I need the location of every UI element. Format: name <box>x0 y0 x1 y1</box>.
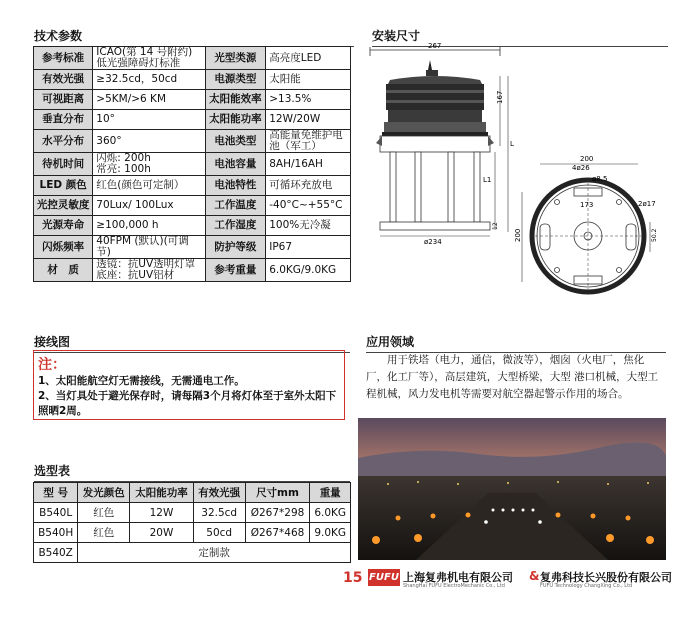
header-model: 型 号 <box>34 483 78 503</box>
spec-row <box>34 110 351 130</box>
spec-value: 10° <box>93 110 205 130</box>
spec-label: 工作湿度 <box>205 216 266 236</box>
cell-weight: 9.0KG <box>310 523 351 543</box>
spec-label: 防护等级 <box>205 236 266 259</box>
cell-intensity: 50cd <box>193 523 245 543</box>
spec-value: 8AH/16AH <box>266 153 351 176</box>
spec-value: 闪烁: 200h 常亮: 100h <box>93 153 205 176</box>
dim-phi85: ø8.5 <box>592 175 608 183</box>
spec-value: >13.5% <box>266 90 351 110</box>
cell-size: Ø267*298 <box>245 503 310 523</box>
note-line-2: 2、当灯具处于避光保存时，请每隔3个月将灯体至于室外太阳下照晒2周。 <box>38 390 337 417</box>
spec-value: 太阳能 <box>266 70 351 90</box>
dim-173: 173 <box>580 201 594 209</box>
company-name-1-en: ShangHai FUFU ElectroMechanic Co., Ltd <box>403 583 505 589</box>
spec-label: 光控灵敏度 <box>34 196 93 216</box>
cell-weight: 6.0KG <box>310 503 351 523</box>
selection-table <box>33 482 351 563</box>
table-row <box>34 523 351 543</box>
spec-value: ≥32.5cd，50cd <box>93 70 205 90</box>
tech-spec-table <box>33 46 351 282</box>
install-drawing <box>360 42 680 302</box>
spec-value: 70Lux/ 100Lux <box>93 196 205 216</box>
spec-value: 透镜：抗UV透明灯罩 底座：抗UV铝材 <box>93 259 205 282</box>
cell-size: Ø267*468 <box>245 523 310 543</box>
dim-4x26: 4ø26 <box>572 164 590 172</box>
spec-label: 待机时间 <box>34 153 93 176</box>
spec-value: 高亮度LED <box>266 47 351 70</box>
spec-value: 12W/20W <box>266 110 351 130</box>
cell-model: B540H <box>34 523 78 543</box>
spec-label: 垂直分布 <box>34 110 93 130</box>
cell-intensity: 32.5cd <box>193 503 245 523</box>
spec-label: 太阳能效率 <box>205 90 266 110</box>
dim-167: 167 <box>496 90 504 104</box>
spec-value: 360° <box>93 130 205 153</box>
application-text: 用于铁塔（电力，通信，微波等），烟囱（火电厂，焦化厂，化工厂等），高层建筑，大型桥梁，大型 港口机械，大型工程机械，风力发电机等需要对航空器起警示作用的场合。 <box>366 354 659 400</box>
spec-value: -40°C~+55°C <box>266 196 351 216</box>
spec-value: >5KM/>6 KM <box>93 90 205 110</box>
wiring-section-title: 接线图 <box>34 333 350 353</box>
spec-row <box>34 70 351 90</box>
spec-value: 可循环充放电 <box>266 176 351 196</box>
airport-night-photo <box>358 418 666 560</box>
company-name-1: 上海复弗机电有限公司 <box>403 571 513 584</box>
header-size: 尺寸mm <box>245 483 310 503</box>
dim-267: 267 <box>428 42 442 50</box>
table-row <box>34 543 351 563</box>
cell-color: 红色 <box>78 503 130 523</box>
selection-section-title: 选型表 <box>34 462 350 482</box>
header-color: 发光颜色 <box>78 483 130 503</box>
spec-row <box>34 130 351 153</box>
table-row <box>34 503 351 523</box>
spec-row <box>34 47 351 70</box>
dim-200: 200 <box>580 155 594 163</box>
ampersand: & <box>529 569 540 583</box>
selection-header-row <box>34 483 351 503</box>
note-line-1: 1、太阳能航空灯无需接线，无需通电工作。 <box>38 375 245 387</box>
dim-phi234: ø234 <box>424 238 442 246</box>
lamp-base-plan <box>522 164 650 294</box>
spec-label: LED 颜色 <box>34 176 93 196</box>
dim-200b: 200 <box>514 228 522 242</box>
spec-row <box>34 216 351 236</box>
dim-12: 12 <box>492 222 499 230</box>
spec-row <box>34 153 351 176</box>
cell-power: 12W <box>130 503 194 523</box>
spec-label: 太阳能功率 <box>205 110 266 130</box>
install-section-title: 安装尺寸 <box>372 27 668 47</box>
dim-L1: L1 <box>483 176 492 184</box>
spec-label: 电池容量 <box>205 153 266 176</box>
spec-value: 40FPM (默认)(可调节) <box>93 236 205 259</box>
spec-row <box>34 90 351 110</box>
cell-power: 20W <box>130 523 194 543</box>
spec-row <box>34 196 351 216</box>
spec-label: 电池类型 <box>205 130 266 153</box>
cell-model: B540Z <box>34 543 78 563</box>
header-weight: 重量 <box>310 483 351 503</box>
fufu-logo: FUFU <box>368 569 400 586</box>
spec-label: 水平分布 <box>34 130 93 153</box>
note-title: 注： <box>38 357 66 373</box>
wiring-note-box <box>33 350 345 420</box>
cell-model: B540L <box>34 503 78 523</box>
cell-color: 红色 <box>78 523 130 543</box>
header-intensity: 有效光强 <box>193 483 245 503</box>
spec-value: 100%无冷凝 <box>266 216 351 236</box>
spec-value: 6.0KG/9.0KG <box>266 259 351 282</box>
spec-label: 闪烁频率 <box>34 236 93 259</box>
spec-value: 高能量免维护电池（军工） <box>266 130 351 153</box>
spec-row <box>34 176 351 196</box>
cell-custom: 定制款 <box>78 543 351 563</box>
spec-label: 光型类源 <box>205 47 266 70</box>
company-name-2: 复弗科技长兴股份有限公司 <box>540 571 672 584</box>
tech-section-title: 技术参数 <box>34 27 354 47</box>
dim-2phi17: 2ø17 <box>638 200 656 208</box>
spec-label: 电池特性 <box>205 176 266 196</box>
application-section-title: 应用领域 <box>366 333 666 353</box>
page-number: 15 <box>343 570 363 586</box>
dim-L: L <box>510 140 514 148</box>
spec-row <box>34 236 351 259</box>
spec-label: 参考重量 <box>205 259 266 282</box>
spec-label: 参考标准 <box>34 47 93 70</box>
header-power: 太阳能功率 <box>130 483 194 503</box>
company-name-2-en: FUFU Technology ChangXing Co., Ltd <box>540 583 633 589</box>
spec-label: 光源寿命 <box>34 216 93 236</box>
spec-value: ICAO(第 14 号附约) 低光强障碍灯标准 <box>93 47 205 70</box>
spec-value: ≥100,000 h <box>93 216 205 236</box>
lamp-side-view <box>370 47 508 236</box>
dim-50: 50.2 <box>651 228 658 242</box>
spec-label: 电源类型 <box>205 70 266 90</box>
spec-value: IP67 <box>266 236 351 259</box>
spec-label: 有效光强 <box>34 70 93 90</box>
spec-value: 红色(颜色可定制） <box>93 176 205 196</box>
spec-label: 材 质 <box>34 259 93 282</box>
spec-label: 可视距离 <box>34 90 93 110</box>
spec-label: 工作温度 <box>205 196 266 216</box>
spec-row <box>34 259 351 282</box>
